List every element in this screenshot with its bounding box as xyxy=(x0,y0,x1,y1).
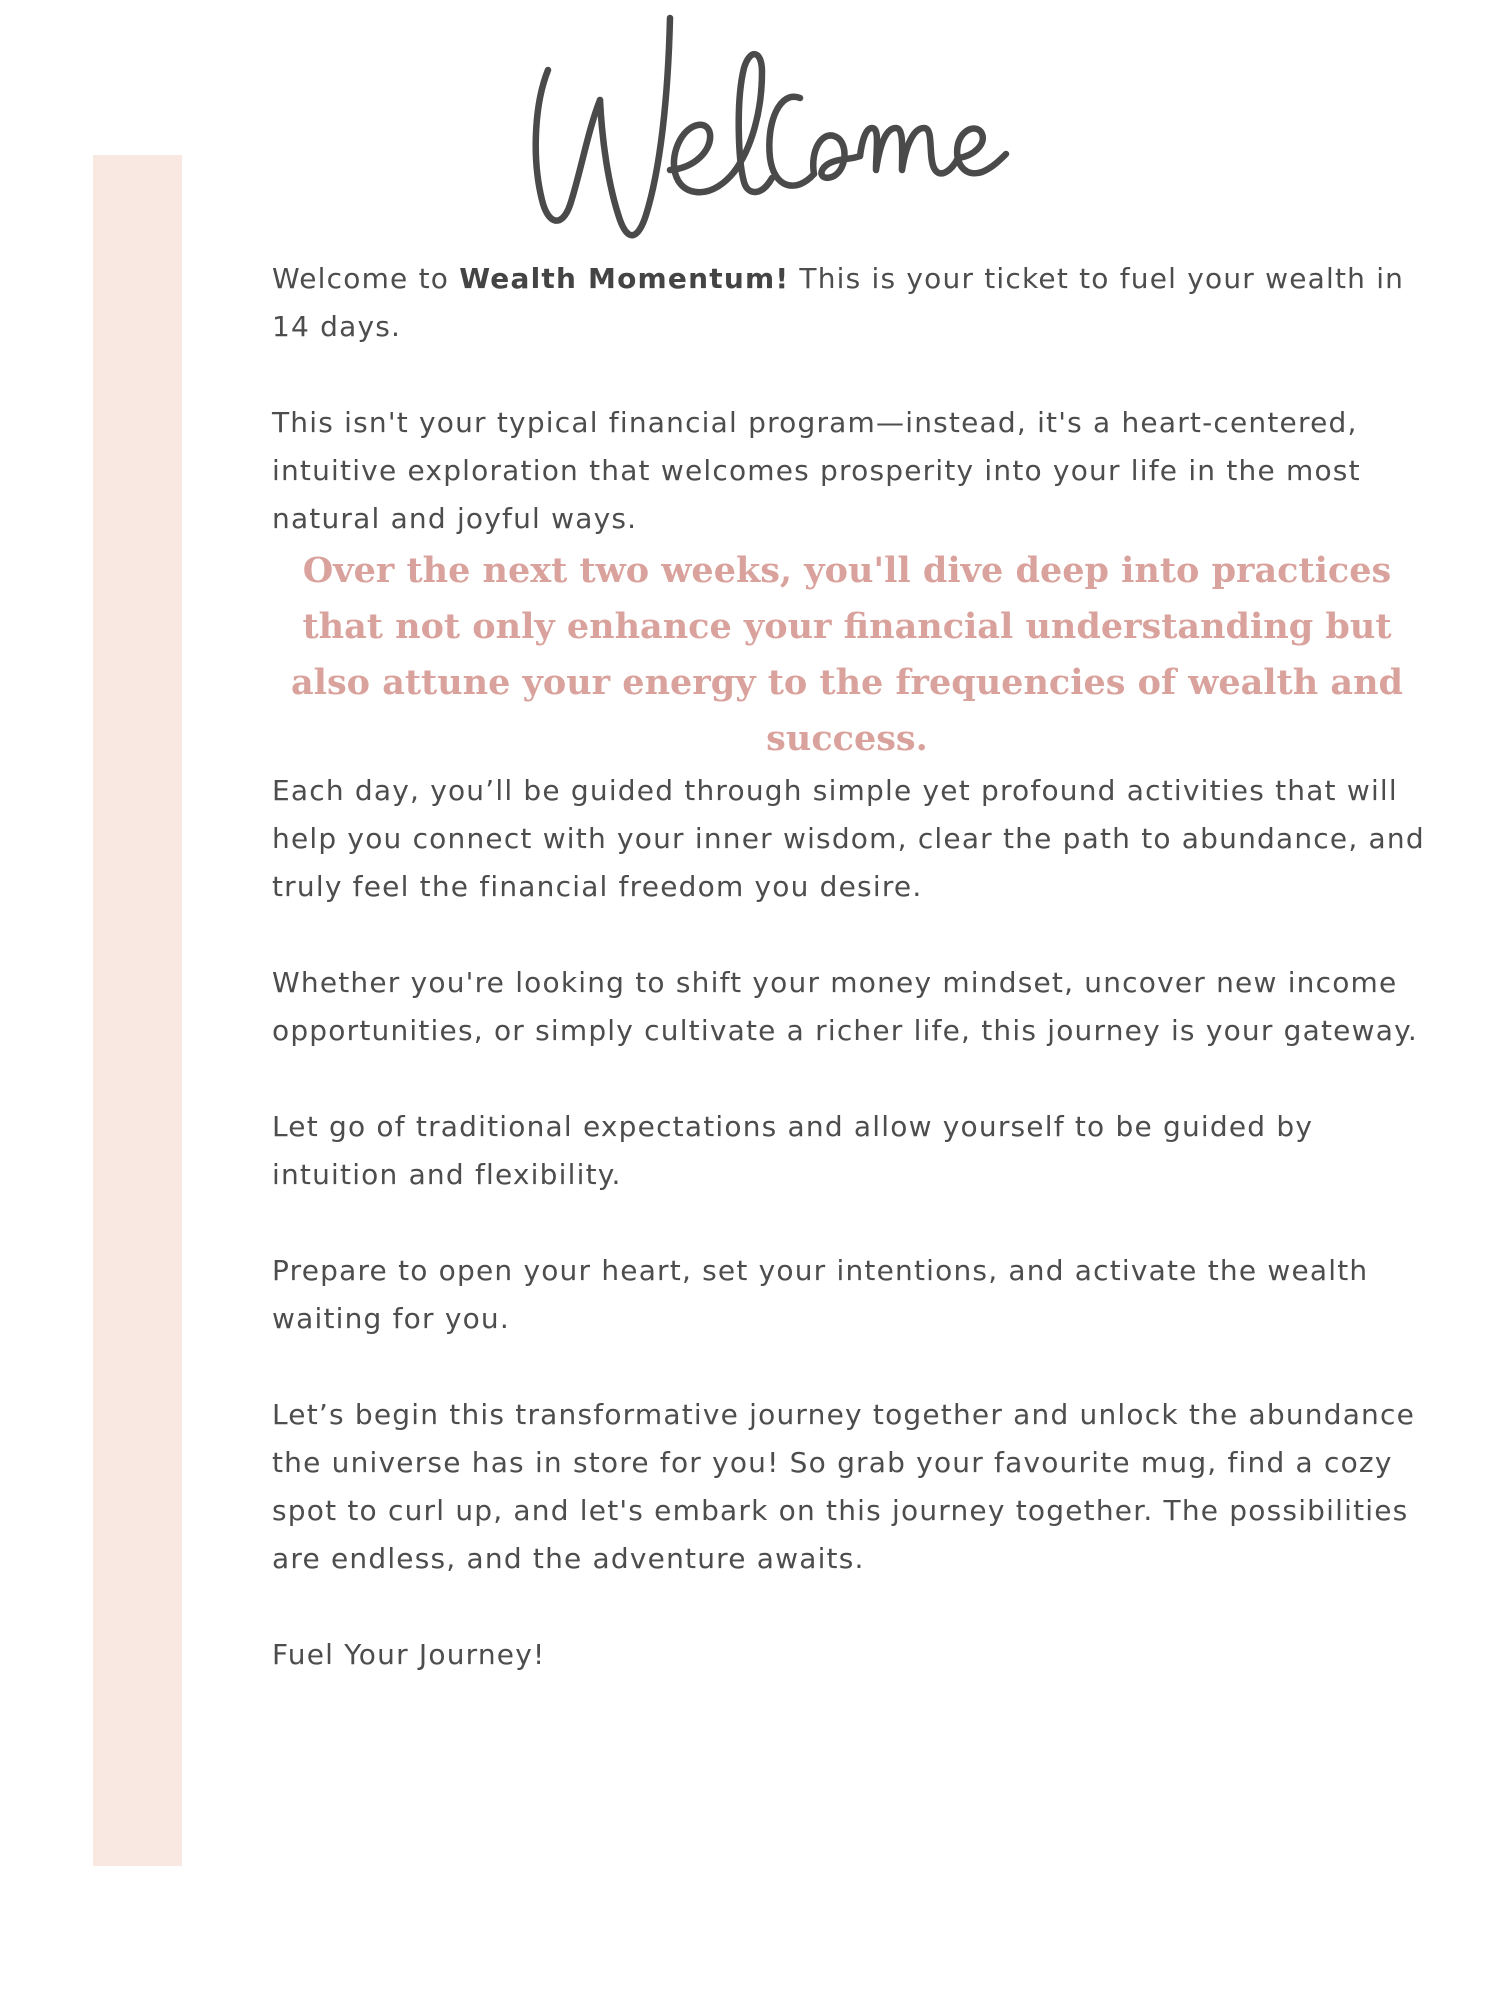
document-body xyxy=(272,255,1432,1679)
daily-guidance-paragraph: Each day, you’ll be guided through simple yet profound activities that will help you connect with your inner wisdom, clear the path to abundance, and truly feel the financial freedom you desire. xyxy=(272,774,1425,903)
highlight-quote: Over the next two weeks, you'll dive deep into practices that not only enhance your financial understanding but also attune your energy to the frequencies of wealth and success. xyxy=(290,550,1404,759)
program-description-paragraph: This isn't your typical financial program—instead, it's a heart-centered, intuitive exploration that welcomes prosperity into your life in the most natural and joyful ways. xyxy=(272,406,1361,535)
prepare-paragraph: Prepare to open your heart, set your intentions, and activate the wealth waiting for you. xyxy=(272,1254,1369,1335)
brand-name: Wealth Momentum! xyxy=(459,262,790,295)
intro-prefix: Welcome to xyxy=(272,262,460,295)
decorative-side-bar xyxy=(93,155,182,1866)
intro-paragraph xyxy=(272,255,1432,351)
welcome-script-heading xyxy=(530,10,1010,250)
journey-gateway-paragraph: Whether you're looking to shift your money mindset, uncover new income opportunities, or simply cultivate a richer life, this journey is your gateway. xyxy=(272,966,1418,1047)
begin-journey-paragraph: Let’s begin this transformative journey together and unlock the abundance the universe has in store for you! So grab your favourite mug, find a cozy spot to curl up, and let's embark on this journey together. The possibilities are endless, and the adventure awaits. xyxy=(272,1398,1416,1575)
page-heading xyxy=(0,0,1500,260)
let-go-paragraph: Let go of traditional expectations and allow yourself to be guided by intuition and flexibility. xyxy=(272,1110,1314,1191)
intro-suffix: This is your ticket to fuel your wealth in 14 days. xyxy=(272,262,1405,343)
closing-line: Fuel Your Journey! xyxy=(272,1638,546,1671)
